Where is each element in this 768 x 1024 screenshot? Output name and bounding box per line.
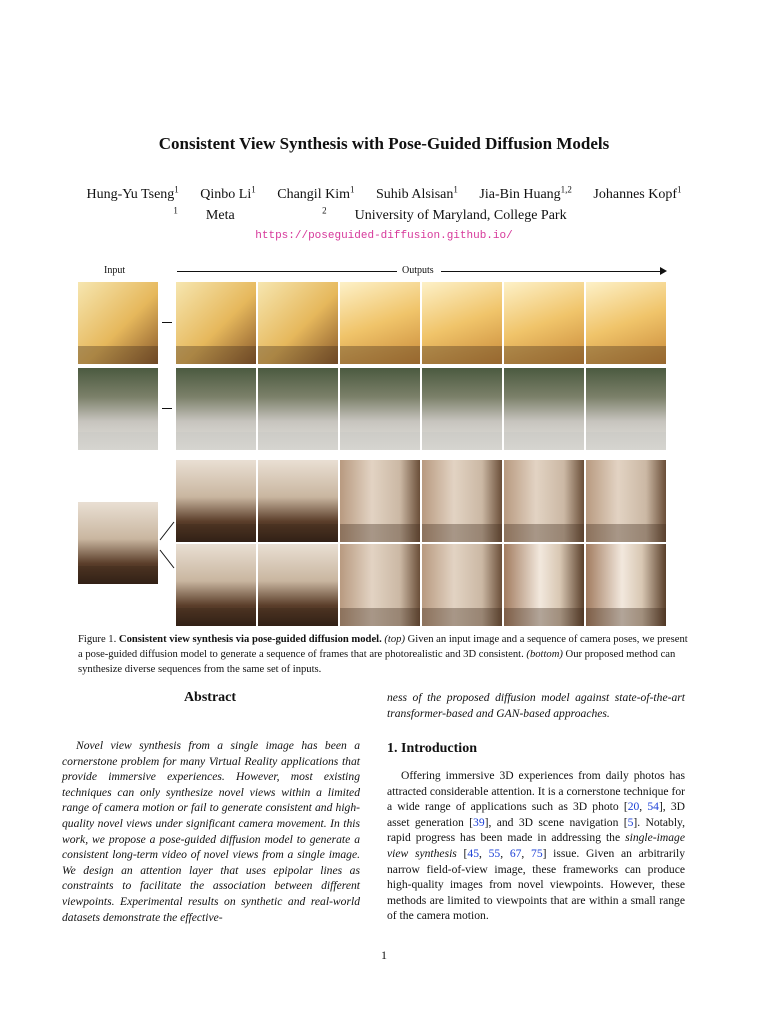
page-number: 1 — [381, 948, 387, 962]
citation-link[interactable]: 5 — [627, 815, 634, 829]
output-frame — [422, 544, 502, 626]
author: Suhib Alsisan$^1$ — [375, 184, 458, 202]
row-arrow-icon — [162, 408, 172, 409]
citation-link[interactable]: 67 — [509, 846, 522, 860]
abstract-continuation: ness of the proposed diffusion model against state-of-the-art transformer-based and GAN-based approaches. — [387, 691, 685, 720]
output-frame — [176, 460, 256, 542]
intro-heading: 1. Introduction — [387, 741, 477, 756]
output-frame — [504, 282, 584, 364]
citation-link[interactable]: 20 — [627, 800, 640, 814]
author-list — [0, 184, 768, 203]
output-frame — [258, 460, 338, 542]
output-frame — [340, 282, 420, 364]
citation-link[interactable]: 45 — [467, 846, 479, 860]
branch-arrows-icon — [158, 490, 178, 600]
output-frame — [258, 282, 338, 364]
input-image — [78, 502, 158, 584]
output-frame — [258, 368, 338, 450]
output-frame — [176, 368, 256, 450]
citation-link[interactable]: 75 — [531, 846, 543, 860]
author: Jia-Bin Huang$^{1,2}$ — [479, 184, 572, 202]
arrow-head-icon — [660, 267, 667, 275]
output-frame — [504, 544, 584, 626]
affiliation: $^1$ Meta — [173, 205, 235, 223]
abstract-heading: Abstract — [183, 690, 237, 705]
outputs-arrow-right — [441, 271, 663, 272]
output-frame — [586, 460, 666, 542]
output-frame — [586, 282, 666, 364]
author: Qinbo Li$^1$ — [200, 184, 256, 202]
abstract-body: Novel view synthesis from a single image has been a cornerstone problem for many Virtual Reality applications that provide immersive experiences. However, most existing techniques can only synthesize novel views within a limited range of camera motion or fail to generate consistent and high-quality novel views under significant camera movement. In this work, we propose a pose-guided diffusion model to generate a consistent long-term video of novel views from a single image. We design an attention layer that uses epipolar lines as constraints to facilitate the association between different viewpoints. Experimental results on synthetic and real-world datasets demonstrate the effective- — [62, 739, 360, 924]
input-image — [78, 282, 158, 364]
output-frame — [422, 368, 502, 450]
intro-paragraph: Offering immersive 3D experiences from daily photos has attracted considerable attention. It is a cornerstone technique for a wide range of applications such as 3D photo [20, 54], 3D asset generation [39], and 3D scene navigation [5]. Notably, rapid progress has been made in addressing the single-image view synthesis [45, 55, 67, 75] issue. Given an arbitrarily narrow field-of-view image, these frameworks can produce high-quality images from novel viewpoints. However, these methods are limited to viewpoints that are within a small range of the camera motion. — [387, 769, 686, 923]
input-label: Input — [104, 265, 126, 276]
output-frame — [504, 368, 584, 450]
author: Hung-Yu Tseng$^1$ — [86, 184, 179, 202]
citation-link[interactable]: 54 — [647, 800, 659, 814]
output-frame — [422, 282, 502, 364]
output-frame — [176, 544, 256, 626]
figure-caption: Figure 1. Consistent view synthesis via pose-guided diffusion model. (top) Given an input image and a sequence of camera poses, we present a pose-guided diffusion model to generate a sequence of frames that are photorealistic and 3D consistent. (bottom) Our proposed method can synthesize diverse sequences from the same set of inputs. — [78, 634, 688, 675]
author: Johannes Kopf$^1$ — [593, 184, 682, 202]
row-arrow-icon — [162, 322, 172, 323]
outputs-label: Outputs — [402, 265, 434, 276]
input-image — [78, 368, 158, 450]
citation-link[interactable]: 39 — [473, 815, 485, 829]
author: Changil Kim$^1$ — [277, 184, 355, 202]
project-url-link[interactable]: https://poseguided-diffusion.github.io/ — [255, 230, 513, 242]
output-frame — [258, 544, 338, 626]
output-frame — [586, 368, 666, 450]
output-frame — [340, 368, 420, 450]
output-frame — [422, 460, 502, 542]
affiliation: $^2$ University of Maryland, College Park — [322, 205, 567, 223]
citation-link[interactable]: 55 — [488, 846, 501, 860]
outputs-arrow-left — [177, 271, 397, 272]
output-frame — [586, 544, 666, 626]
affiliations — [0, 205, 768, 224]
output-frame — [176, 282, 256, 364]
paper-title: Consistent View Synthesis with Pose-Guided Diffusion Models — [158, 134, 610, 153]
output-frame — [340, 544, 420, 626]
output-frame — [504, 460, 584, 542]
output-frame — [340, 460, 420, 542]
